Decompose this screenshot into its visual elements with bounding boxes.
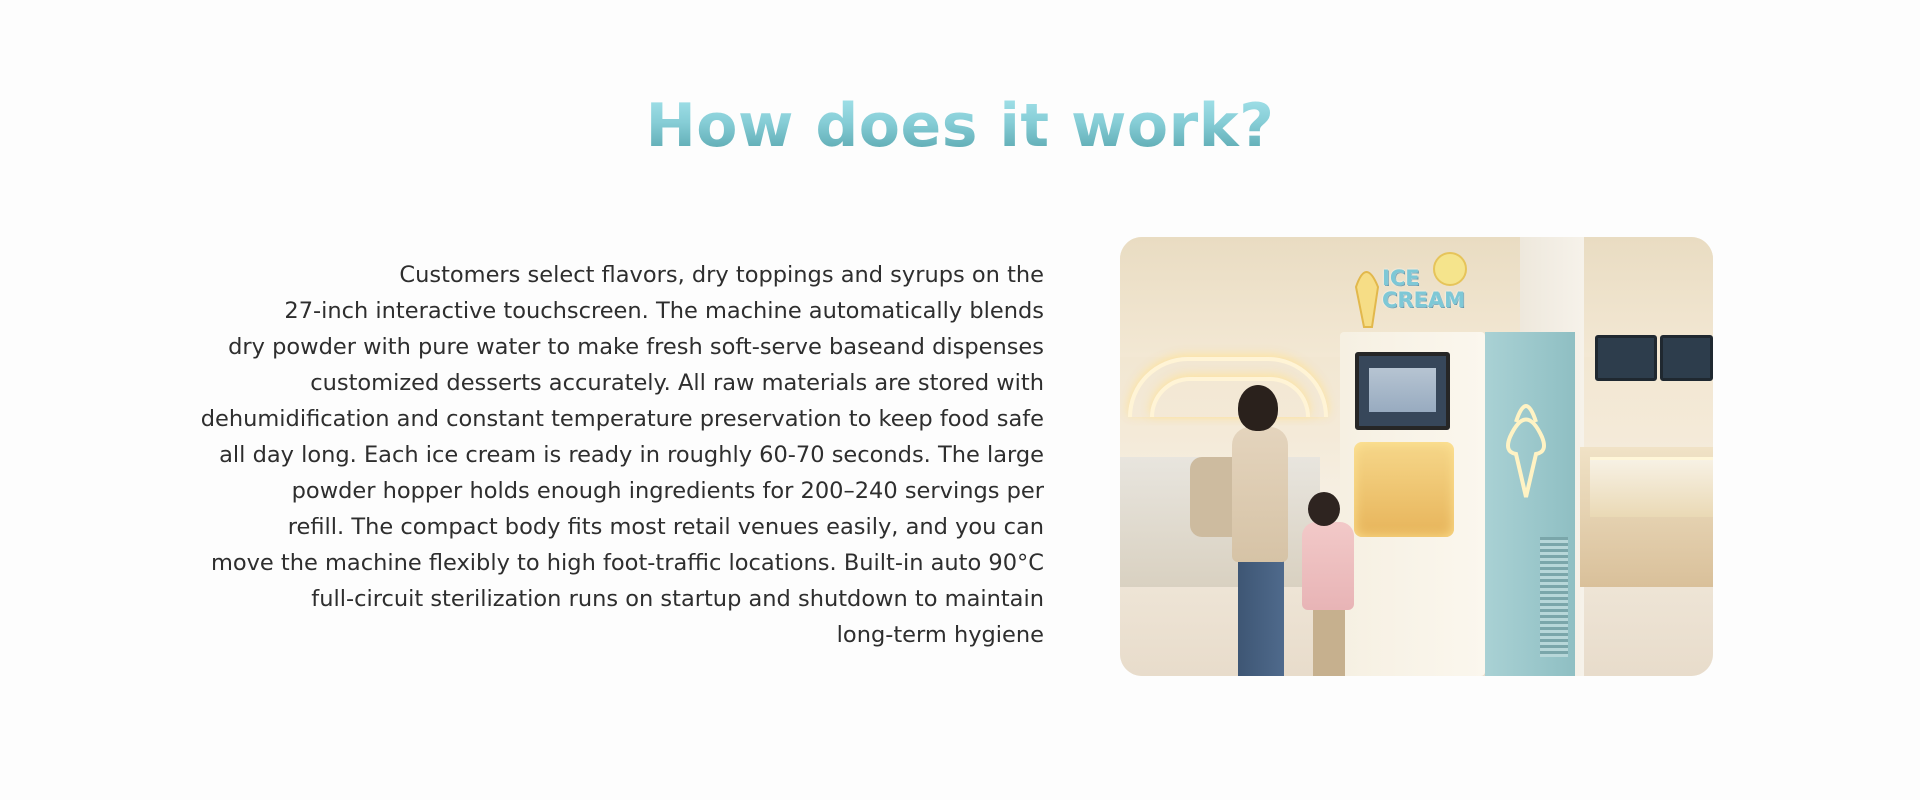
woman-legs <box>1238 557 1284 676</box>
woman-head <box>1238 385 1278 431</box>
description-line: refill. The compact body fits most retail venues easily, and you can <box>287 514 1044 540</box>
neon-cone-icon <box>1500 382 1552 502</box>
neon-arch <box>1150 377 1310 417</box>
description-line: 27-inch interactive touchscreen. The machine automatically blends <box>284 298 1044 324</box>
sign-text: ICE CREAM <box>1382 266 1466 312</box>
child-legs <box>1313 607 1345 676</box>
menu-screen <box>1660 335 1713 381</box>
section-description <box>196 257 1044 653</box>
description-line: powder hopper holds enough ingredients for 200–240 servings per <box>291 478 1044 504</box>
machine-touchscreen <box>1355 352 1450 430</box>
woman <box>1232 427 1288 562</box>
menu-screen <box>1595 335 1657 381</box>
description-line: dehumidification and constant temperature preservation to keep food safe <box>200 406 1044 432</box>
child-head <box>1308 492 1340 526</box>
description-line: customized desserts accurately. All raw materials are stored with <box>310 370 1044 396</box>
section-title: How does it work? <box>0 90 1920 162</box>
description-line: full-circuit sterilization runs on startup and shutdown to maintain <box>311 586 1044 612</box>
touchscreen-display <box>1369 368 1436 412</box>
description-line: Customers select flavors, dry toppings and syrups on the <box>399 262 1044 288</box>
product-photo <box>1120 237 1713 676</box>
dispense-window <box>1354 442 1454 537</box>
description-line: all day long. Each ice cream is ready in roughly 60-70 seconds. The large <box>219 442 1044 468</box>
bakery-showcase <box>1590 457 1713 517</box>
child <box>1302 522 1354 610</box>
ice-cream-sign <box>1352 247 1470 335</box>
machine-vent <box>1540 537 1568 657</box>
description-line: dry powder with pure water to make fresh soft-serve baseand dispenses <box>228 334 1044 360</box>
description-line: long-term hygiene <box>836 622 1044 648</box>
description-line: move the machine flexibly to high foot-traffic locations. Built-in auto 90°C <box>210 550 1044 576</box>
